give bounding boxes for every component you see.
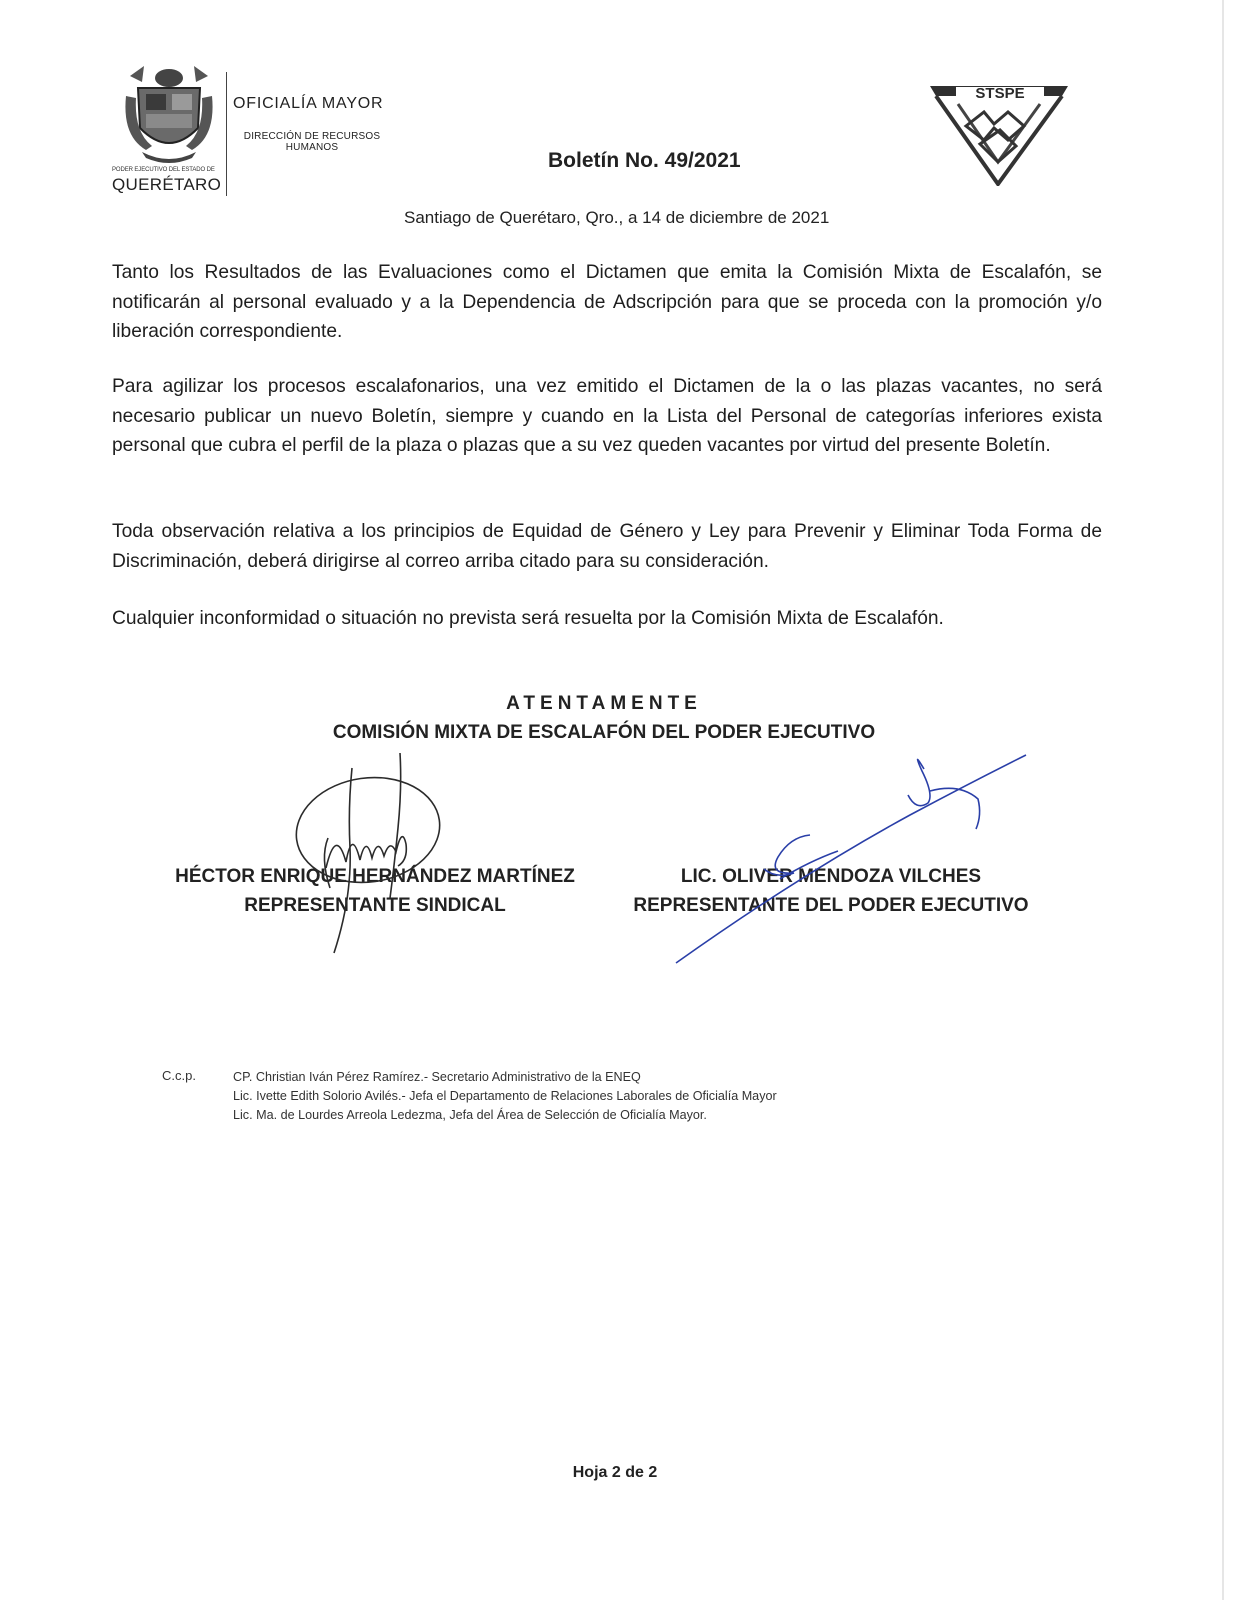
handwritten-signature-1	[290, 748, 460, 963]
handwritten-signature-2	[660, 745, 1040, 970]
dept-title: OFICIALÍA MAYOR	[233, 95, 384, 112]
body-paragraph: Cualquier inconformidad o situación no prevista será resuelta por la Comisión Mixta de Escalafón.	[112, 608, 944, 629]
signatory-role: REPRESENTANTE SINDICAL	[244, 895, 506, 916]
bulletin-title: Boletín No. 49/2021	[548, 149, 741, 172]
signatory-name: LIC. OLIVER MENDOZA VILCHES	[680, 866, 982, 887]
gov-name: QUERÉTARO	[112, 175, 222, 194]
ccp-recipient: CP. Christian Iván Pérez Ramírez.- Secretario Administrativo de la ENEQ	[233, 1070, 641, 1084]
ccp-recipient: Lic. Ivette Edith Solorio Avilés.- Jefa el Departamento de Relaciones Laborales de Oficialía Mayor	[233, 1089, 777, 1103]
signatory-name: HÉCTOR ENRIQUE HERNÁNDEZ MARTÍNEZ	[175, 866, 575, 887]
header-divider	[226, 72, 227, 196]
page-footer: Hoja 2 de 2	[572, 1464, 658, 1481]
gov-small-text: PODER EJECUTIVO DEL ESTADO DE	[112, 167, 215, 173]
body-paragraph: Toda observación relativa a los principios de Equidad de Género y Ley para Prevenir y Eliminar Toda Forma de Discriminación, deberá dirigirse al correo arriba citado para su consideración.	[112, 521, 1102, 572]
coat-of-arms-icon	[122, 66, 216, 166]
stspe-union-logo	[928, 82, 1070, 186]
ccp-list	[233, 1068, 777, 1125]
ccp-label: C.c.p.	[162, 1068, 196, 1083]
ccp-recipient: Lic. Ma. de Lourdes Arreola Ledezma, Jefa del Área de Selección de Oficialía Mayor.	[233, 1108, 707, 1122]
body-paragraph: Para agilizar los procesos escalafonarios, una vez emitido el Dictamen de la o las plazas vacantes, no será necesario publicar un nuevo Boletín, siempre y cuando en la Lista del Personal de categorías inferiores exista personal que cubra el perfil de la plaza o plazas que a su vez queden vacantes por virtud del presente Boletín.	[112, 376, 1102, 456]
committee-name: COMISIÓN MIXTA DE ESCALAFÓN DEL PODER EJECUTIVO	[332, 722, 876, 743]
date-line: Santiago de Querétaro, Qro., a 14 de diciembre de 2021	[404, 208, 830, 227]
body-paragraph: Tanto los Resultados de las Evaluaciones como el Dictamen que emita la Comisión Mixta de Escalafón, se notificarán al personal evaluado y a la Dependencia de Adscripción para que se proceda con la promoción y/o liberación correspondiente.	[112, 262, 1102, 342]
closing-salutation: ATENTAMENTE	[506, 693, 702, 714]
svg-text:STSPE: STSPE	[975, 85, 1025, 102]
page-edge	[1222, 0, 1224, 1600]
dept-subtitle: DIRECCIÓN DE RECURSOS HUMANOS	[243, 131, 381, 153]
signatory-role: REPRESENTANTE DEL PODER EJECUTIVO	[633, 895, 1029, 916]
queretaro-government-logo	[112, 66, 230, 200]
